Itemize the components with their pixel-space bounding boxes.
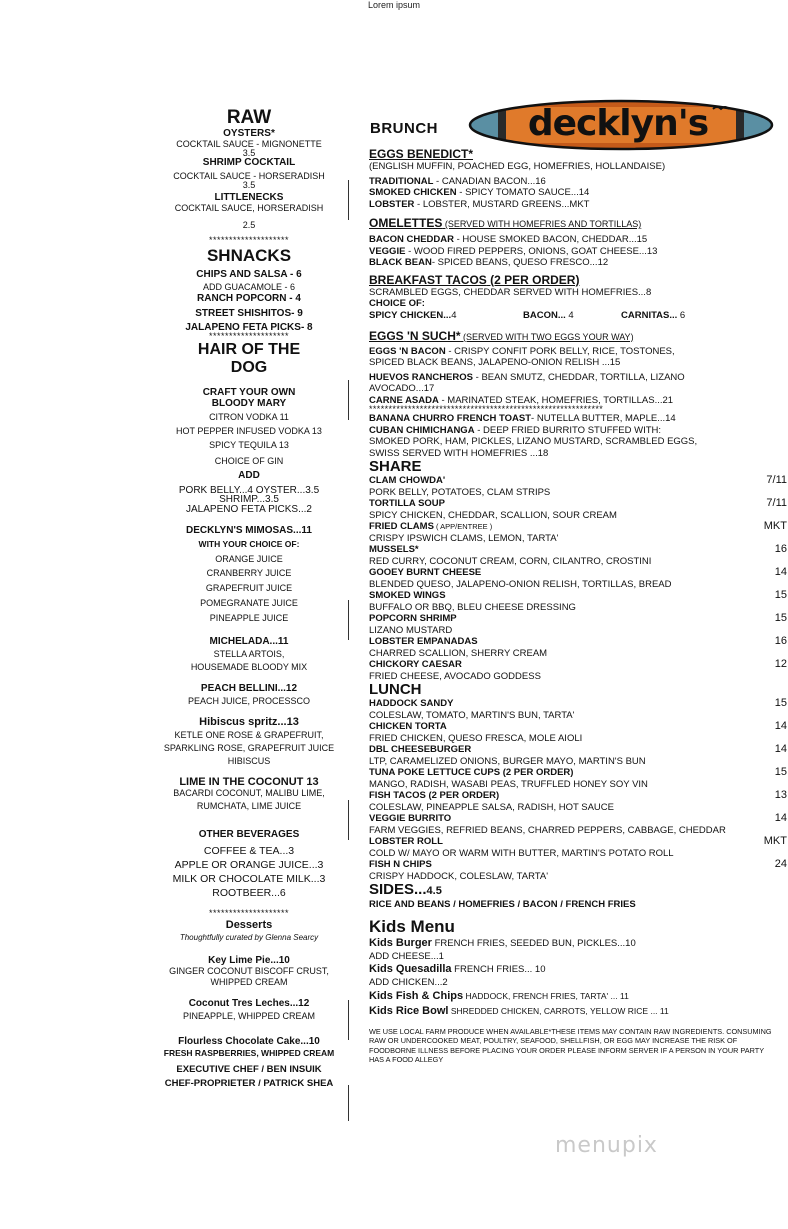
kids-heading: Kids Menu <box>369 916 455 936</box>
kids-quesadilla-add: ADD CHICKEN...2 <box>369 976 448 988</box>
share-item-desc: BLENDED QUESO, JALAPENO-ONION RELISH, TORTILLAS, BREAD <box>369 578 672 590</box>
craft-title-1: CRAFT YOUR OWN <box>202 387 296 398</box>
spicy-tequila: SPICY TEQUILA 13 <box>209 440 289 450</box>
share-item-desc: CHARRED SCALLION, SHERRY CREAM <box>369 647 548 659</box>
left-column <box>160 108 338 1091</box>
column-divider <box>348 180 349 220</box>
es-eggs-bacon-2: SPICED BLACK BEANS, JALAPENO-ONION RELISH ...15 <box>369 357 621 368</box>
share-item <box>369 613 787 625</box>
share-item-note: ( APP/ENTREE ) <box>433 522 493 531</box>
eggs-benedict-desc: (ENGLISH MUFFIN, POACHED EGG, HOMEFRIES, HOLLANDAISE) <box>369 161 666 172</box>
michelada-title: MICHELADA...11 <box>209 636 289 647</box>
lunch-item-desc: CRISPY HADDOCK, COLESLAW, TARTA' <box>369 870 549 882</box>
es-huevos: HUEVOS RANCHEROS - BEAN SMUTZ, CHEDDAR, TORTILLA, LIZANO <box>369 371 685 383</box>
share-item-desc: PORK BELLY, POTATOES, CLAM STRIPS <box>369 486 551 498</box>
lunch-item <box>369 859 787 871</box>
bellini-title: PEACH BELLINI...12 <box>200 683 298 694</box>
column-divider <box>348 800 349 840</box>
oysters-price: 3.5 <box>242 148 256 158</box>
hibiscus-desc-3: HIBISCUS <box>227 756 271 766</box>
share-item-desc: LIZANO MUSTARD <box>369 624 453 636</box>
lunch-item <box>369 744 787 756</box>
share-item-price: MKT <box>763 520 787 532</box>
lunch-item-price: 14 <box>774 812 787 824</box>
lunch-item-price: 14 <box>774 743 787 755</box>
es-carne-asada: CARNE ASADA - MARINATED STEAK, HOMEFRIES, TORTILLAS...21 <box>369 394 674 406</box>
allergy-disclaimer: WE USE LOCAL FARM PRODUCE WHEN AVAILABLE*THESE ITEMS MAY CONTAIN RAW INGREDIENTS. CONSUMING RAW OR UNDERCOOKED MEAT, POULTRY, SEAFOOD, SHELLFISH, OR EGG MAY INCREASE THE RISK OF FOODBORNE ILLNESS BEFORE PLACING YOUR ORDER PLEASE INFORM SERVER IF A PERSON IN YOUR PARTY HAS A FOOD ALLEGY <box>369 1026 772 1064</box>
desserts-title: Desserts <box>225 919 273 931</box>
add-line-1: PORK BELLY...4 OYSTER...3.5 <box>178 485 320 496</box>
share-item-name: LOBSTER EMPANADAS <box>369 636 478 647</box>
tacos-desc: SCRAMBLED EGGS, CHEDDAR SERVED WITH HOMEFRIES...8 <box>369 286 652 298</box>
flourless-title: Flourless Chocolate Cake...10 <box>178 1036 320 1047</box>
lunch-item <box>369 721 787 733</box>
shrimp-price: 3.5 <box>242 180 256 190</box>
column-divider <box>348 1085 349 1121</box>
om-bacon-cheddar: BACON CHEDDAR - HOUSE SMOKED BACON, CHEDDAR...15 <box>369 234 648 245</box>
share-item <box>369 498 787 510</box>
lunch-item-name: TUNA POKE LETTUCE CUPS (2 PER ORDER) <box>369 767 574 778</box>
share-list <box>369 475 787 682</box>
shrimp-title: SHRIMP COCKTAIL <box>202 157 296 168</box>
share-item <box>369 636 787 648</box>
share-item-name: TORTILLA SOUP <box>369 498 445 509</box>
lunch-item-desc: FARM VEGGIES, REFRIED BEANS, CHARRED PEPPERS, CABBAGE, CHEDDAR <box>369 824 726 836</box>
littlenecks-price: 2.5 <box>242 220 256 230</box>
guac-addon: ADD GUACAMOLE - 6 <box>202 282 296 292</box>
column-divider <box>348 600 349 640</box>
share-item-price: 7/11 <box>766 497 787 509</box>
lunch-item <box>369 698 787 710</box>
keylime-desc-1: GINGER COCONUT BISCOFF CRUST, <box>169 966 329 976</box>
keylime-desc-2: WHIPPED CREAM <box>210 977 288 987</box>
om-black-bean: BLACK BEAN- SPICED BEANS, QUESO FRESCO...12 <box>369 257 609 268</box>
share-item-name: GOOEY BURNT CHEESE <box>369 567 482 578</box>
hibiscus-desc-1: KETLE ONE ROSE & GRAPEFRUIT, <box>174 730 324 740</box>
hibiscus-desc-2: SPARKLING ROSE, GRAPEFRUIT JUICE <box>163 743 335 753</box>
share-heading: SHARE <box>369 458 422 475</box>
milk-item: MILK OR CHOCOLATE MILK...3 <box>172 873 326 885</box>
share-item-desc: BUFFALO OR BBQ, BLEU CHEESE DRESSING <box>369 601 576 613</box>
tacos-heading: BREAKFAST TACOS (2 PER ORDER) <box>369 272 580 287</box>
eggs-benedict-heading: EGGS BENEDICT* <box>369 147 474 161</box>
lime-desc-2: RUMCHATA, LIME JUICE <box>196 801 302 811</box>
share-item <box>369 475 787 487</box>
omelettes-heading: OMELETTES (SERVED WITH HOMEFRIES AND TORTILLAS) <box>369 216 642 230</box>
lunch-item-desc: MANGO, RADISH, WASABI PEAS, TRUFFLED HONEY SOY VIN <box>369 778 648 790</box>
brunch-heading: BRUNCH <box>370 120 438 137</box>
taco-bacon: BACON... 4 <box>523 309 574 321</box>
rootbeer-item: ROOTBEER...6 <box>212 887 286 899</box>
littlenecks-title: LITTLENECKS <box>214 192 284 203</box>
lunch-item-name: HADDOCK SANDY <box>369 698 454 709</box>
juice-cranberry: CRANBERRY JUICE <box>206 568 292 578</box>
ranch-item: RANCH POPCORN - 4 <box>197 293 301 304</box>
share-item-price: 16 <box>774 543 787 555</box>
exec-chef: EXECUTIVE CHEF / BEN INSUIK <box>176 1064 322 1075</box>
share-item <box>369 567 787 579</box>
share-item-desc: SPICY CHICKEN, CHEDDAR, SCALLION, SOUR CREAM <box>369 509 617 521</box>
lunch-item-desc: LTP, CARAMELIZED ONIONS, BURGER MAYO, MARTIN'S BUN <box>369 755 646 767</box>
desserts-curated: Thoughtfully curated by Glenna Searcy <box>179 933 319 942</box>
lunch-item <box>369 813 787 825</box>
eggs-such-heading: EGGS 'N SUCH* (SERVED WITH TWO EGGS YOUR WAY) <box>369 328 634 343</box>
lunch-item-desc: COLESLAW, TOMATO, MARTIN'S BUN, TARTA' <box>369 709 575 721</box>
logo-wordmark: decklyn's <box>527 103 709 144</box>
taco-carnitas: CARNITAS... 6 <box>621 309 686 321</box>
share-item-desc: CRISPY IPSWICH CLAMS, LEMON, TARTA' <box>369 532 559 544</box>
share-item-price: 16 <box>774 635 787 647</box>
share-item-price: 7/11 <box>766 474 787 486</box>
lunch-item-name: CHICKEN TORTA <box>369 721 447 732</box>
shrimp-desc: COCKTAIL SAUCE - HORSERADISH <box>173 171 325 181</box>
raw-heading: RAW <box>226 107 272 128</box>
add-line-3: JALAPENO FETA PICKS...2 <box>186 504 312 515</box>
proprietor: CHEF-PROPRIETER / PATRICK SHEA <box>164 1078 334 1089</box>
coconut-title: Coconut Tres Leches...12 <box>188 998 310 1009</box>
share-item-name: CHICKORY CAESAR <box>369 659 462 670</box>
add-line-2: SHRIMP...3.5 <box>219 494 279 505</box>
oysters-desc: COCKTAIL SAUCE - MIGNONETTE <box>176 139 322 149</box>
taco-spicy-chicken: SPICY CHICKEN...4 <box>369 309 457 321</box>
citron-vodka: CITRON VODKA 11 <box>209 412 289 422</box>
share-item <box>369 521 787 533</box>
lunch-list <box>369 698 787 882</box>
add-title: ADD <box>238 470 260 481</box>
share-item-name: CLAM CHOWDA' <box>369 475 446 486</box>
share-item-name: MUSSELS* <box>369 544 419 555</box>
share-item-price: 14 <box>774 566 787 578</box>
lunch-item-price: 13 <box>774 789 787 801</box>
cuban-desc-3: SWISS SERVED WITH HOMEFRIES ...18 <box>369 447 549 459</box>
littlenecks-desc: COCKTAIL SAUCE, HORSERADISH <box>174 203 324 213</box>
juice-pomegranate: POMEGRANATE JUICE <box>200 598 298 608</box>
other-bev-title: OTHER BEVERAGES <box>198 829 300 840</box>
cuban-desc-2: SMOKED PORK, HAM, PICKLES, LIZANO MUSTARD, SCRAMBLED EGGS, <box>369 436 698 447</box>
lunch-item-desc: FRIED CHICKEN, QUESO FRESCA, MOLE AIOLI <box>369 732 583 744</box>
flourless-desc: FRESH RASPBERRIES, WHIPPED CREAM <box>163 1048 335 1058</box>
sides-heading: SIDES...4.5 <box>369 881 442 898</box>
kids-fish-chips: Kids Fish & Chips HADDOCK, FRENCH FRIES, TARTA' ... 11 <box>369 989 629 1002</box>
share-item <box>369 544 787 556</box>
kids-burger: Kids Burger FRENCH FRIES, SEEDED BUN, PICKLES...10 <box>369 936 636 949</box>
lunch-item-name: VEGGIE BURRITO <box>369 813 452 824</box>
lunch-item-name: FISH N CHIPS <box>369 859 432 870</box>
lunch-item-name: DBL CHEESEBURGER <box>369 744 472 755</box>
share-item-price: 15 <box>774 589 787 601</box>
lunch-item-price: 14 <box>774 720 787 732</box>
divider-stars: ************************************************************ <box>369 404 604 414</box>
with-choice: WITH YOUR CHOICE OF: <box>198 539 300 549</box>
hair-heading-2: DOG <box>230 359 268 376</box>
bellini-desc: PEACH JUICE, PROCESSCO <box>187 696 311 706</box>
lunch-item-price: 15 <box>774 697 787 709</box>
lunch-item-price: 15 <box>774 766 787 778</box>
michelada-desc-1: STELLA ARTOIS, <box>213 649 285 659</box>
share-item <box>369 659 787 671</box>
michelada-desc-2: HOUSEMADE BLOODY MIX <box>190 662 308 672</box>
share-item-price: 15 <box>774 612 787 624</box>
lunch-item <box>369 790 787 802</box>
kids-quesadilla: Kids Quesadilla FRENCH FRIES... 10 <box>369 962 546 975</box>
es-huevos-2: AVOCADO...17 <box>369 383 435 394</box>
decklyns-logo <box>468 99 774 151</box>
es-eggs-bacon: EGGS 'N BACON - CRISPY CONFIT PORK BELLY, RICE, TOSTONES, <box>369 345 675 357</box>
juice-grapefruit: GRAPEFRUIT JUICE <box>205 583 293 593</box>
juice-pineapple: PINEAPPLE JUICE <box>209 613 289 623</box>
share-item-desc: RED CURRY, COCONUT CREAM, CORN, CILANTRO, CROSTINI <box>369 555 652 567</box>
share-item-name: POPCORN SHRIMP <box>369 613 457 624</box>
lunch-item-desc: COLD W/ MAYO OR WARM WITH BUTTER, MARTIN'S POTATO ROLL <box>369 847 674 859</box>
divider-stars: ******************** <box>208 235 290 245</box>
eb-smoked-chicken: SMOKED CHICKEN - SPICY TOMATO SAUCE...14 <box>369 187 590 198</box>
share-item-price: 12 <box>774 658 787 670</box>
hibiscus-title: Hibiscus spritz...13 <box>199 716 299 728</box>
lime-title: LIME IN THE COCONUT 13 <box>179 776 319 788</box>
share-item <box>369 590 787 602</box>
page-header-text: Lorem ipsum <box>367 0 421 10</box>
choice-of: CHOICE OF: <box>369 298 425 309</box>
column-divider <box>348 1000 349 1040</box>
keylime-title: Key Lime Pie...10 <box>208 955 290 966</box>
om-veggie: VEGGIE - WOOD FIRED PEPPERS, ONIONS, GOAT CHEESE...13 <box>369 245 658 257</box>
lunch-item <box>369 836 787 848</box>
mimosas-title: DECKLYN'S MIMOSAS...11 <box>186 525 312 536</box>
lunch-item <box>369 767 787 779</box>
share-item-name: FRIED CLAMS <box>369 521 434 532</box>
shnacks-heading: SHNACKS <box>206 246 292 265</box>
hair-heading-1: HAIR OF THE <box>197 341 301 358</box>
juice-orange: ORANGE JUICE <box>215 554 283 564</box>
lime-desc-1: BACARDI COCONUT, MALIBU LIME, <box>173 788 325 798</box>
churro-item: BANANA CHURRO FRENCH TOAST- NUTELLA BUTTER, MAPLE...14 <box>369 413 676 424</box>
share-item-name: SMOKED WINGS <box>369 590 446 601</box>
oysters-title: OYSTERS* <box>223 128 275 139</box>
taco-choices <box>369 310 787 326</box>
divider-stars: ******************** <box>208 331 290 341</box>
lunch-item-name: LOBSTER ROLL <box>369 836 443 847</box>
share-item-desc: FRIED CHEESE, AVOCADO GODDESS <box>369 670 541 682</box>
coffee-item: COFFEE & TEA...3 <box>203 845 295 857</box>
lunch-item-name: FISH TACOS (2 PER ORDER) <box>369 790 500 801</box>
coconut-desc: PINEAPPLE, WHIPPED CREAM <box>182 1011 316 1021</box>
hot-pepper-vodka: HOT PEPPER INFUSED VODKA 13 <box>176 426 322 436</box>
kids-rice-bowl: Kids Rice Bowl SHREDDED CHICKEN, CARROTS, YELLOW RICE ... 11 <box>369 1004 669 1017</box>
right-column <box>369 148 787 1065</box>
choice-gin: CHOICE OF GIN <box>214 456 284 466</box>
shishitos-item: STREET SHISHITOS- 9 <box>195 308 303 319</box>
lunch-item-price: MKT <box>763 835 787 847</box>
eb-traditional: TRADITIONAL - CANADIAN BACON...16 <box>369 175 546 187</box>
lunch-item-desc: COLESLAW, PINEAPPLE SALSA, RADISH, HOT SAUCE <box>369 801 614 813</box>
craft-title-2: BLOODY MARY <box>211 398 287 409</box>
divider-stars: ******************** <box>208 908 290 918</box>
sides-desc: RICE AND BEANS / HOMEFRIES / BACON / FRENCH FRIES <box>369 899 636 910</box>
menupix-watermark: menupix <box>555 1133 658 1158</box>
column-divider <box>348 380 349 420</box>
chips-item: CHIPS AND SALSA - 6 <box>196 269 302 280</box>
kids-burger-add: ADD CHEESE...1 <box>369 950 444 962</box>
lunch-item-price: 24 <box>774 858 787 870</box>
apple-item: APPLE OR ORANGE JUICE...3 <box>174 859 324 871</box>
lunch-heading: LUNCH <box>369 681 422 698</box>
jalapeno-item: JALAPENO FETA PICKS- 8 <box>185 322 313 333</box>
cuban-item: CUBAN CHIMICHANGA - DEEP FRIED BURRITO STUFFED WITH: <box>369 424 662 436</box>
eb-lobster: LOBSTER - LOBSTER, MUSTARD GREENS...MKT <box>369 198 590 210</box>
